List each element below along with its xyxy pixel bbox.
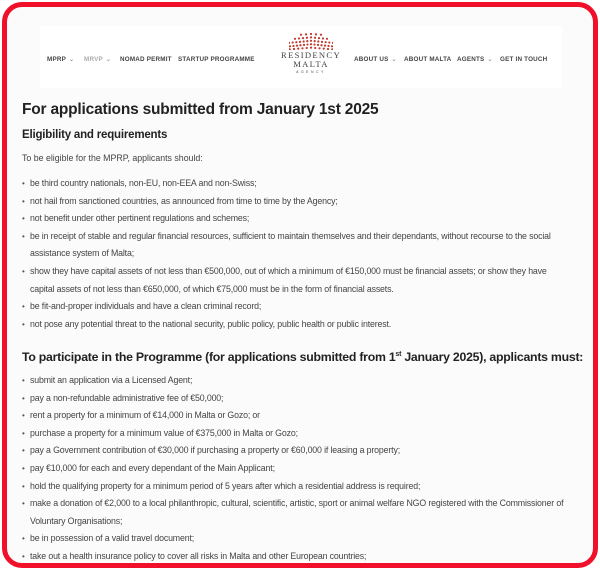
list-item: • be third country nationals, non-EU, non-EEA and non-Swiss; <box>22 175 567 193</box>
logo-dot <box>310 36 312 38</box>
list-item: • take out a health insurance policy to cover all risks in Malta and other European countries; <box>22 548 567 566</box>
logo-dot <box>310 33 312 35</box>
site-header <box>40 26 562 88</box>
logo-dot <box>328 41 330 43</box>
nav-agents[interactable]: AGENTS ⌄ <box>457 56 493 63</box>
chevron-down-icon: ⌄ <box>487 57 493 63</box>
residency-malta-logo[interactable] <box>276 32 346 88</box>
list-item: • be in receipt of stable and regular financial resources, sufficient to maintain themselves and their dependants, without recourse to the social assistance system of Malta; <box>22 228 567 263</box>
nav-about-us[interactable]: ABOUT US ⌄ <box>354 56 397 63</box>
logo-dot <box>296 45 298 47</box>
nav-mprp[interactable]: MPRP ⌄ <box>47 56 75 63</box>
logo-dot <box>331 45 333 47</box>
list-item: • pay a Government contribution of €30,000 if purchasing a property or €60,000 if leasing a property; <box>22 442 567 460</box>
logo-text: MALTA <box>293 59 329 69</box>
logo-dot <box>306 37 308 39</box>
logo-dot <box>303 44 305 46</box>
list-item: • rent a property for a minimum of €14,000 in Malta or Gozo; or <box>22 407 567 425</box>
logo-dot <box>303 40 305 42</box>
logo-dot <box>313 43 315 45</box>
page-title: For applications submitted from January 1st 2025 <box>22 101 379 118</box>
logo-dot <box>302 37 304 39</box>
logo-dot <box>314 37 316 39</box>
logo-dot <box>310 43 312 45</box>
logo-dot <box>314 47 316 49</box>
logo-dot <box>292 41 294 43</box>
logo-dot <box>326 38 328 40</box>
logo-dot <box>317 44 319 46</box>
chevron-down-icon: ⌄ <box>69 57 75 63</box>
logo-dot <box>324 45 326 47</box>
logo-dot <box>325 41 327 43</box>
nav-startup-programme[interactable]: STARTUP PROGRAMME <box>178 56 255 63</box>
logo-dot <box>292 45 294 47</box>
list-item: • pay a non-refundable administrative fee of €50,000; <box>22 390 567 408</box>
logo-dot <box>305 33 307 35</box>
list-item: • make a donation of €2,000 to a local philanthropic, cultural, scientific, artistic, sport or animal welfare NGO registered with the Commissioner of Voluntary Organisations; <box>22 495 567 530</box>
logo-dot <box>320 34 322 36</box>
logo-dot <box>306 40 308 42</box>
logo-dot <box>314 40 316 42</box>
logo-dots-icon <box>289 32 333 50</box>
logo-dot <box>299 44 301 46</box>
logo-dot <box>332 42 333 44</box>
logo-dot <box>317 40 319 42</box>
list-item: • not hail from sanctioned countries, as announced from time to time by the Agency; <box>22 193 567 211</box>
list-item: • show they have capital assets of not less than €500,000, out of which a minimum of €150,000 must be financial assets; or show they have capital assets of not less than €650,000, of which €75,000 must be in the form of financial assets. <box>22 263 567 298</box>
intro-text: To be eligible for the MPRP, applicants should: <box>22 153 203 163</box>
logo-dot <box>306 47 308 49</box>
logo-dot <box>322 37 324 39</box>
eligibility-list <box>22 175 567 333</box>
nav-get-in-touch[interactable]: GET IN TOUCH <box>500 56 548 63</box>
chevron-down-icon: ⌄ <box>105 57 112 63</box>
logo-dot <box>289 45 291 47</box>
section-heading-eligibility: Eligibility and requirements <box>22 129 168 141</box>
logo-dot <box>321 41 323 43</box>
logo-dot <box>298 37 300 39</box>
nav-nomad-permit[interactable]: NOMAD PERMIT <box>120 56 172 63</box>
list-item: • be fit-and-proper individuals and have a clean criminal record; <box>22 298 567 316</box>
logo-dot <box>300 34 302 36</box>
logo-dot <box>306 43 308 45</box>
logo-dot <box>299 41 301 43</box>
nav-about-malta[interactable]: ABOUT MALTA <box>404 56 452 63</box>
logo-dot <box>327 45 329 47</box>
logo-text: AGENCY <box>296 70 326 74</box>
list-item: • be in possession of a valid travel document; <box>22 530 567 548</box>
list-item: • submit an application via a Licensed Agent; <box>22 372 567 390</box>
chevron-down-icon: ⌄ <box>391 57 397 63</box>
requirements-list <box>22 372 567 566</box>
nav-mrvp[interactable]: MRVP ⌄ <box>84 56 112 63</box>
list-item: • purchase a property for a minimum value of €375,000 in Malta or Gozo; <box>22 425 567 443</box>
logo-text: RESIDENCY <box>281 50 341 60</box>
logo-dot <box>315 33 317 35</box>
logo-dot <box>320 44 322 46</box>
list-item: • hold the qualifying property for a minimum period of 5 years after which a residential address is required; <box>22 478 567 496</box>
logo-dot <box>294 38 296 40</box>
list-item: • pay €10,000 for each and every dependant of the Main Applicant; <box>22 460 567 478</box>
section-heading-participate: To participate in the Programme (for applications submitted from 1st January 2025), applicants must: <box>22 350 584 364</box>
logo-dot <box>310 47 312 49</box>
list-item: • not pose any potential threat to the national security, public policy, public health or public interest. <box>22 316 567 334</box>
list-item: • not benefit under other pertinent regulations and schemes; <box>22 210 567 228</box>
logo-dot <box>310 40 312 42</box>
logo-dot <box>295 41 297 43</box>
logo-dot <box>318 37 320 39</box>
logo-dot <box>289 42 290 44</box>
